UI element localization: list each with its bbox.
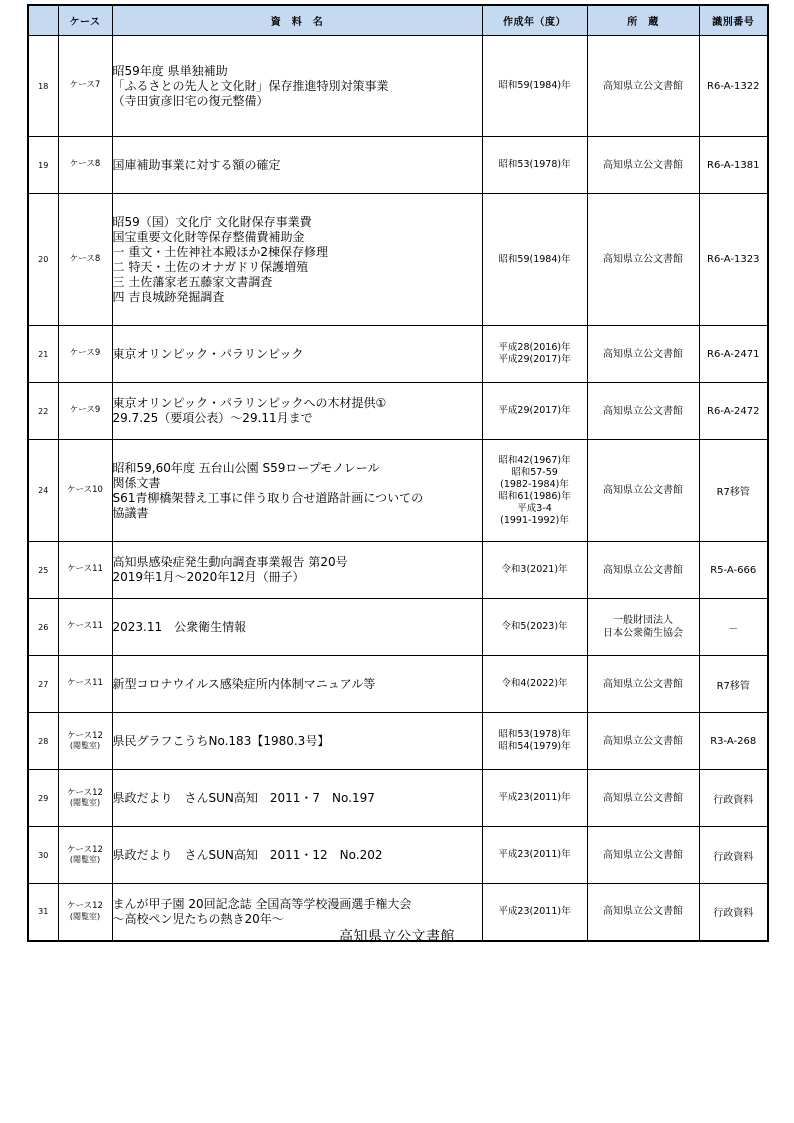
- document-title-cell: [112, 599, 482, 656]
- creation-year-cell-text: 昭和53(1978)年: [498, 159, 571, 170]
- holder-cell: [587, 137, 699, 194]
- row-number-cell: [28, 326, 58, 383]
- case-location-note: (閲覧室): [69, 798, 101, 808]
- creation-year-cell: [482, 36, 587, 137]
- creation-year-cell-text: 平成23(2011)年: [498, 849, 571, 860]
- case-cell: [58, 599, 112, 656]
- header-no: [28, 5, 58, 36]
- row-number-cell-text: 27: [38, 679, 49, 689]
- identifier-cell-text: 行政資料: [713, 908, 754, 920]
- table-row: [28, 827, 768, 884]
- holder-cell-text: 高知県立公文書館: [603, 80, 683, 92]
- identifier-cell: [699, 827, 768, 884]
- table-row: [28, 194, 768, 326]
- creation-year-cell: [482, 656, 587, 713]
- case-cell: [58, 770, 112, 827]
- identifier-cell-text: R6-A-2472: [707, 405, 760, 417]
- row-number-cell-text: 18: [38, 81, 49, 91]
- identifier-cell: [699, 194, 768, 326]
- document-title-cell-text: 昭59年度 県単独補助 「ふるさとの先人と文化財」保存推進特別対策事業 （寺田寅彦旧宅の復元整備）: [112, 63, 389, 108]
- creation-year-cell: [482, 713, 587, 770]
- identifier-cell-text: 行政資料: [713, 851, 754, 863]
- row-number-cell-text: 31: [38, 907, 49, 917]
- case-cell-text: ケース12: [67, 730, 103, 741]
- row-number-cell-text: 20: [38, 255, 49, 264]
- holder-cell: [587, 656, 699, 713]
- case-cell: [58, 713, 112, 770]
- table-row: [28, 542, 768, 599]
- identifier-cell: [699, 656, 768, 713]
- case-cell-text: ケース10: [67, 484, 103, 495]
- creation-year-cell: [482, 599, 587, 656]
- document-title-cell-text: 2023.11 公衆衛生情報: [112, 619, 247, 634]
- identifier-cell-text: R7移管: [716, 680, 750, 692]
- row-number-cell-text: 24: [38, 486, 49, 495]
- case-cell: [58, 827, 112, 884]
- document-title-cell: [112, 326, 482, 383]
- case-cell-text: ケース8: [69, 159, 101, 170]
- document-title-cell: [112, 542, 482, 599]
- holder-cell-text: 高知県立公文書館: [603, 906, 683, 918]
- holder-cell: [587, 827, 699, 884]
- identifier-cell: [699, 599, 768, 656]
- document-title-cell-text: 昭和59,60年度 五台山公園 S59ロープモノレール 関係文書 S61青柳橋架替え工事に伴う取り合せ道路計画についての 協議書: [112, 460, 424, 520]
- case-cell-text: ケース12: [67, 787, 103, 798]
- creation-year-cell-text: 平成23(2011)年: [498, 905, 571, 917]
- identifier-cell: [699, 713, 768, 770]
- footer-organization: 高知県立公文書館: [339, 929, 455, 945]
- document-title-cell: [112, 137, 482, 194]
- creation-year-cell-text: 令和4(2022)年: [501, 678, 568, 689]
- document-title-cell: [112, 827, 482, 884]
- holder-cell-text: 高知県立公文書館: [603, 159, 683, 171]
- case-cell: [58, 656, 112, 713]
- header-holder: 所 蔵: [587, 5, 699, 36]
- table-row: [28, 656, 768, 713]
- row-number-cell-text: 30: [38, 850, 49, 860]
- creation-year-cell: [482, 440, 587, 542]
- case-cell-text: ケース9: [69, 348, 101, 359]
- holder-cell-text: 高知県立公文書館: [603, 678, 683, 690]
- row-number-cell-text: 25: [38, 565, 49, 575]
- holder-cell: [587, 383, 699, 440]
- case-cell: [58, 137, 112, 194]
- creation-year-cell-text: 平成28(2016)年 平成29(2017)年: [498, 342, 571, 365]
- archive-catalog-table: [27, 4, 769, 942]
- creation-year-cell-text: 平成23(2011)年: [498, 792, 571, 803]
- document-title-cell-text: 昭59（国）文化庁 文化財保存事業費 国宝重要文化財等保存整備費補助金 一 重文・土佐神社本殿ほか2棟保存修理 二 特天・土佐のオナガドリ保護増殖 三 土佐藩家老五藤家文書調査 四 吉良城跡発掘調査: [112, 214, 328, 304]
- creation-year-cell-text: 昭和53(1978)年 昭和54(1979)年: [498, 729, 571, 752]
- holder-cell-text: 高知県立公文書館: [603, 849, 683, 861]
- row-number-cell: [28, 440, 58, 542]
- case-cell: [58, 194, 112, 326]
- document-title-cell-text: 新型コロナウイルス感染症所内体制マニュアル等: [112, 676, 376, 691]
- creation-year-cell-text: 令和3(2021)年: [501, 564, 568, 575]
- case-cell: [58, 383, 112, 440]
- case-cell-text: ケース7: [69, 80, 101, 91]
- holder-cell-text: 高知県立公文書館: [603, 735, 683, 747]
- creation-year-cell-text: 令和5(2023)年: [501, 621, 568, 632]
- creation-year-cell: [482, 194, 587, 326]
- identifier-cell-text: R6-A-1323: [707, 254, 760, 265]
- case-location-note: (閲覧室): [69, 855, 101, 865]
- table-row: [28, 713, 768, 770]
- document-title-cell-text: 東京オリンピック・パラリンピックへの木材提供① 29.7.25（要項公表）～29.11月まで: [112, 396, 387, 425]
- identifier-cell-text: R6-A-2471: [707, 348, 760, 360]
- holder-cell: [587, 542, 699, 599]
- case-cell-text: ケース9: [69, 405, 101, 416]
- case-location-note: (閲覧室): [69, 912, 101, 922]
- document-title-cell-text: まんが甲子園 20回記念誌 全国高等学校漫画選手権大会 ～高校ペン児たちの熱き20年～: [112, 896, 412, 926]
- creation-year-cell: [482, 326, 587, 383]
- table-row: [28, 137, 768, 194]
- creation-year-cell-text: 昭和59(1984)年: [498, 253, 571, 265]
- row-number-cell-text: 28: [38, 736, 49, 746]
- case-cell-text: ケース8: [69, 253, 101, 264]
- identifier-cell: [699, 137, 768, 194]
- row-number-cell-text: 29: [38, 793, 49, 803]
- case-cell-text: ケース11: [67, 678, 103, 689]
- row-number-cell-text: 19: [38, 160, 49, 170]
- table-row: [28, 36, 768, 137]
- identifier-cell-text: R6-A-1381: [707, 159, 760, 171]
- case-cell-text: ケース11: [67, 564, 103, 575]
- creation-year-cell: [482, 137, 587, 194]
- row-number-cell: [28, 194, 58, 326]
- document-title-cell: [112, 713, 482, 770]
- table-header: [28, 5, 768, 36]
- identifier-cell: [699, 326, 768, 383]
- holder-cell: [587, 36, 699, 137]
- holder-cell-text: 高知県立公文書館: [603, 792, 683, 804]
- identifier-cell-text: 行政資料: [713, 794, 754, 806]
- row-number-cell-text: 21: [38, 349, 49, 359]
- document-title-cell: [112, 440, 482, 542]
- document-title-cell-text: 県政だより さんSUN高知 2011・7 No.197: [112, 790, 375, 805]
- case-cell-text: ケース12: [67, 901, 103, 912]
- row-number-cell: [28, 827, 58, 884]
- table-row: [28, 326, 768, 383]
- identifier-cell-text: R5-A-666: [710, 564, 757, 576]
- identifier-cell-text: －: [728, 623, 739, 635]
- holder-cell-text: 高知県立公文書館: [603, 405, 683, 417]
- row-number-cell: [28, 137, 58, 194]
- holder-cell: [587, 194, 699, 326]
- holder-cell-text: 高知県立公文書館: [603, 348, 683, 360]
- header-row: [28, 5, 768, 36]
- holder-cell: [587, 440, 699, 542]
- document-title-cell: [112, 770, 482, 827]
- holder-cell: [587, 713, 699, 770]
- document-title-cell: [112, 194, 482, 326]
- case-cell: [58, 440, 112, 542]
- case-location-note: (閲覧室): [69, 741, 101, 751]
- case-cell: [58, 542, 112, 599]
- identifier-cell: [699, 383, 768, 440]
- document-title-cell-text: 東京オリンピック・パラリンピック: [112, 346, 304, 361]
- holder-cell: [587, 770, 699, 827]
- identifier-cell-text: R7移管: [716, 487, 750, 498]
- table-row: [28, 440, 768, 542]
- row-number-cell: [28, 542, 58, 599]
- table-row: [28, 383, 768, 440]
- creation-year-cell: [482, 827, 587, 884]
- holder-cell-text: 高知県立公文書館: [603, 485, 683, 496]
- holder-cell-text: 一般財団法人 日本公衆衛生協会: [603, 615, 683, 639]
- header-year: 作成年（度）: [482, 5, 587, 36]
- table-body: [28, 36, 768, 941]
- holder-cell-text: 高知県立公文書館: [603, 254, 683, 265]
- header-title: 資 料 名: [112, 5, 482, 36]
- case-cell: [58, 36, 112, 137]
- row-number-cell-text: 26: [38, 622, 49, 632]
- creation-year-cell: [482, 383, 587, 440]
- creation-year-cell: [482, 770, 587, 827]
- row-number-cell: [28, 713, 58, 770]
- identifier-cell: [699, 770, 768, 827]
- identifier-cell: [699, 542, 768, 599]
- holder-cell-text: 高知県立公文書館: [603, 564, 683, 576]
- document-title-cell: [112, 656, 482, 713]
- row-number-cell: [28, 36, 58, 137]
- row-number-cell-text: 22: [38, 406, 49, 416]
- creation-year-cell-text: 昭和59(1984)年: [498, 80, 571, 91]
- creation-year-cell-text: 昭和42(1967)年 昭和57-59 (1982-1984)年 昭和61(1986)年 平成3-4 (1991-1992)年: [498, 454, 571, 526]
- creation-year-cell: [482, 542, 587, 599]
- document-title-cell-text: 県政だより さんSUN高知 2011・12 No.202: [112, 847, 383, 862]
- holder-cell: [587, 599, 699, 656]
- row-number-cell: [28, 656, 58, 713]
- document-title-cell-text: 国庫補助事業に対する額の確定: [112, 157, 281, 172]
- holder-cell: [587, 326, 699, 383]
- document-title-cell: [112, 36, 482, 137]
- identifier-cell: [699, 440, 768, 542]
- identifier-cell-text: R3-A-268: [710, 735, 757, 747]
- header-case: ケース: [58, 5, 112, 36]
- identifier-cell: [699, 36, 768, 137]
- header-code: 識別番号: [699, 5, 768, 36]
- identifier-cell-text: R6-A-1322: [707, 80, 760, 92]
- table-row: [28, 770, 768, 827]
- case-cell-text: ケース11: [67, 621, 103, 632]
- row-number-cell: [28, 770, 58, 827]
- document-title-cell-text: 県民グラフこうちNo.183【1980.3号】: [112, 733, 330, 748]
- creation-year-cell-text: 平成29(2017)年: [498, 405, 571, 416]
- row-number-cell: [28, 599, 58, 656]
- document-title-cell: [112, 383, 482, 440]
- table-row: [28, 599, 768, 656]
- case-cell-text: ケース12: [67, 844, 103, 855]
- document-title-cell-text: 高知県感染症発生動向調査事業報告 第20号 2019年1月～2020年12月（冊子）: [112, 555, 348, 584]
- row-number-cell: [28, 383, 58, 440]
- case-cell: [58, 326, 112, 383]
